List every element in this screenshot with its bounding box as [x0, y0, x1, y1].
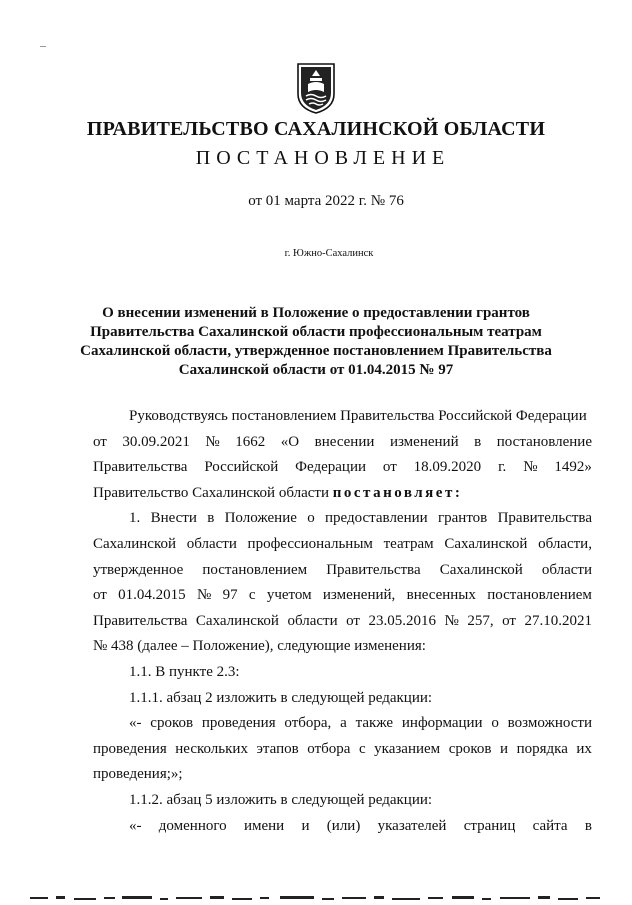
word: Сахалинской: [195, 612, 279, 629]
word: «-: [129, 715, 142, 732]
word: Положение: [224, 510, 297, 527]
word: постановление: [496, 433, 592, 450]
word: а: [340, 715, 347, 732]
word: также: [355, 715, 394, 732]
word: имени: [243, 817, 285, 834]
word: от: [93, 587, 107, 604]
decree-subject: [0, 304, 632, 380]
scan-edge-noise: [0, 893, 632, 903]
word: их: [576, 740, 592, 757]
sakhalin-coat-of-arms-icon: [296, 62, 336, 114]
word: профессиональным: [247, 535, 373, 552]
word: грантов: [437, 510, 488, 527]
word: постановлением: [487, 587, 592, 604]
word: Федерации: [295, 459, 366, 476]
word: с: [248, 587, 256, 604]
item-1-line: [93, 506, 592, 532]
decree-body: [93, 404, 592, 839]
word: 257,: [467, 612, 494, 629]
date-and-number: от 01 марта 2022 г. № 76: [248, 193, 404, 209]
word: области,: [538, 535, 592, 552]
word: отбора: [307, 740, 351, 757]
word: предоставлении: [325, 510, 428, 527]
item-1-line: [93, 583, 592, 609]
word: №: [196, 587, 212, 604]
word: 27.10.2021: [524, 612, 592, 629]
word: проведения: [93, 740, 167, 757]
item-1-1: 1.1. В пункте 2.3:: [129, 663, 240, 680]
item-1-1-1: 1.1.1. абзац 2 изложить в следующей редакции:: [129, 689, 433, 706]
word: «О: [280, 433, 300, 450]
word: №: [523, 459, 538, 476]
word: 23.05.2016: [368, 612, 436, 629]
word: страниц: [463, 817, 516, 834]
word: «-: [129, 817, 142, 834]
word: сроков: [448, 740, 492, 757]
word: с: [358, 740, 366, 757]
word: о: [307, 510, 315, 527]
word: 97: [222, 587, 238, 604]
item-1-line: № 438 (далее – Положение), следующие изменения:: [93, 638, 426, 655]
word: постановлением: [202, 561, 308, 578]
word: и: [500, 740, 509, 757]
subject-line: Сахалинской области от 01.04.2015 № 97: [178, 362, 454, 378]
item-1-line: [93, 609, 592, 635]
word: доменного: [158, 817, 227, 834]
word: возможности: [507, 715, 592, 732]
item-1-line: [93, 558, 592, 584]
word: 18.09.2020: [413, 459, 482, 476]
item-1-1-2: 1.1.2. абзац 5 изложить в следующей редакции:: [129, 791, 433, 808]
preamble-text: Правительство Сахалинской области: [93, 484, 333, 501]
subject-line: О внесении изменений в Положение о предоставлении грантов: [102, 305, 530, 321]
quote-1-line: [93, 711, 592, 737]
word: в: [474, 433, 482, 450]
word: указанием: [374, 740, 441, 757]
word: о: [491, 715, 499, 732]
resolves-word: постановляет:: [332, 484, 463, 501]
word: учетом: [266, 587, 312, 604]
word: изменений,: [322, 587, 396, 604]
word: 01.04.2015: [118, 587, 186, 604]
word: сроков: [150, 715, 194, 732]
word: от: [502, 612, 516, 629]
word: Сахалинской: [444, 535, 528, 552]
word: порядка: [516, 740, 568, 757]
word: сайта: [532, 817, 568, 834]
word: отбора,: [284, 715, 332, 732]
word: Сахалинской: [439, 561, 523, 578]
word: от: [346, 612, 360, 629]
document-type: ПОСТАНОВЛЕНИЕ: [195, 147, 451, 169]
word: (или): [326, 817, 361, 834]
word: этапов: [256, 740, 299, 757]
word: 1662: [235, 433, 266, 450]
word: и: [301, 817, 310, 834]
item-1-line: [93, 532, 592, 558]
word: №: [444, 612, 459, 629]
quote-1-line: [93, 737, 592, 763]
word: Российской: [204, 459, 279, 476]
word: внесенных: [406, 587, 476, 604]
word: Правительства: [93, 459, 188, 476]
subject-line: Сахалинской области, утвержденное постановлением Правительства: [80, 343, 552, 359]
word: изменений: [389, 433, 459, 450]
word: нескольких: [175, 740, 248, 757]
word: проведения: [201, 715, 276, 732]
word: области: [186, 535, 237, 552]
government-title: ПРАВИТЕЛЬСТВО САХАЛИНСКОЙ ОБЛАСТИ: [86, 118, 546, 140]
preamble-line: [93, 481, 592, 507]
preamble-line: [93, 455, 592, 481]
word: 1492»: [554, 459, 592, 476]
city: г. Южно-Сахалинск: [284, 248, 374, 259]
word: 30.09.2021: [122, 433, 190, 450]
word: Правительства: [93, 612, 188, 629]
scan-speck: [40, 46, 46, 47]
word: Внести: [150, 510, 197, 527]
preamble-line: [93, 430, 592, 456]
word: г.: [498, 459, 507, 476]
word: №: [205, 433, 220, 450]
word: области: [541, 561, 592, 578]
word: в: [584, 817, 592, 834]
preamble-line: Руководствуясь постановлением Правительства Российской Федерации: [129, 408, 587, 424]
word: в: [207, 510, 215, 527]
quote-2-line: [93, 814, 592, 840]
quote-1-line: проведения;»;: [93, 766, 183, 783]
word: Правительства: [326, 561, 421, 578]
word: информации: [401, 715, 483, 732]
word: утвержденное: [93, 561, 184, 578]
word: 1.: [129, 510, 141, 527]
word: указателей: [377, 817, 447, 834]
word: внесении: [314, 433, 375, 450]
word: Сахалинской: [93, 535, 177, 552]
word: области: [287, 612, 338, 629]
word: от: [93, 433, 107, 450]
word: Правительства: [497, 510, 592, 527]
word: от: [382, 459, 397, 476]
subject-line: Правительства Сахалинской области профессиональным театрам: [90, 324, 542, 340]
word: театрам: [383, 535, 434, 552]
